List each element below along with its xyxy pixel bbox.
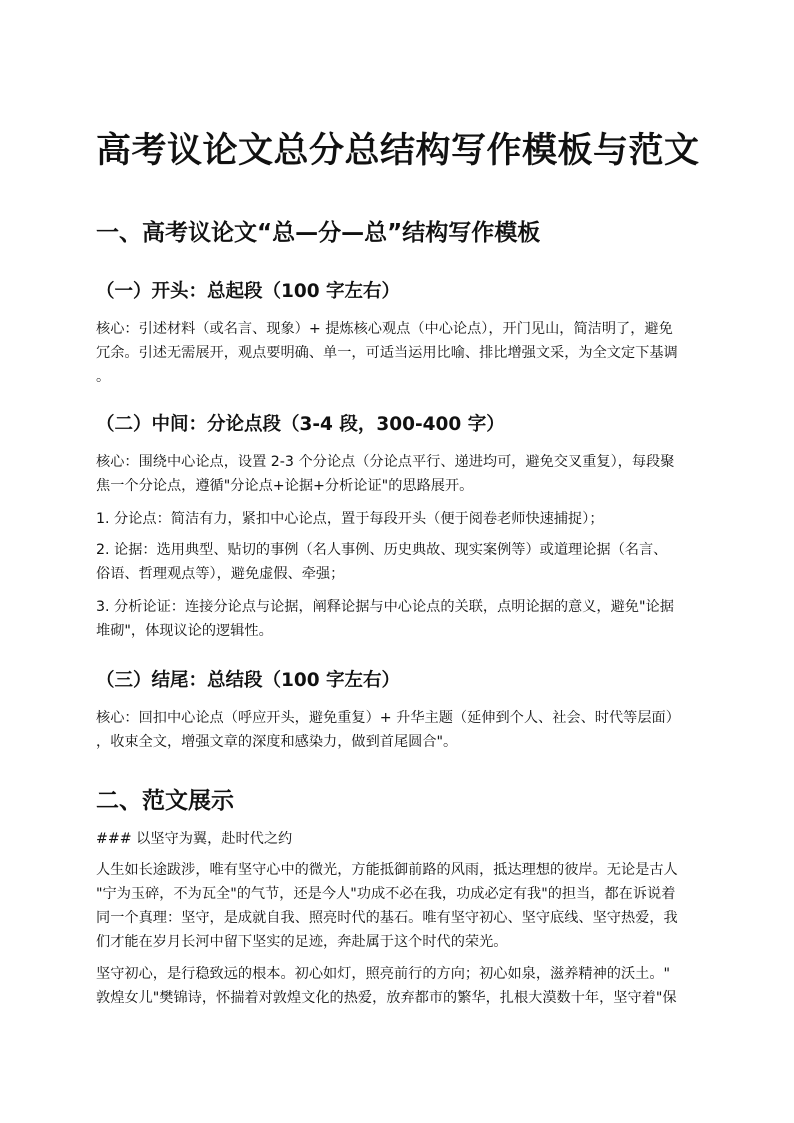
subheading-opening: （一）开头：总起段（100 字左右）: [96, 281, 401, 302]
text-line: 核心：围绕中心论点，设置 2-3 个分论点（分论点平行、递进均可，避免交叉重复），每段聚: [96, 454, 675, 470]
text-line: 人生如长途跋涉，唯有坚守心中的微光，方能抵御前路的风雨，抵达理想的彼岸。无论是古人: [96, 862, 678, 878]
text-line: 核心：引述材料（或名言、现象）+ 提炼核心观点（中心论点），开门见山，简洁明了，避免: [96, 321, 673, 337]
essay-paragraph-2: [96, 962, 702, 1010]
text-line: "宁为玉碎，不为瓦全"的气节，还是今人"功成不必在我，功成必定有我"的担当，都在诉说着: [96, 886, 676, 902]
section-heading-template: 一、高考议论文“总—分—总”结构写作模板: [96, 220, 541, 246]
text-line: 2. 论据：选用典型、贴切的事例（名人事例、历史典故、现实案例等）或道理论据（名言、: [96, 542, 668, 558]
text-line: 。: [96, 369, 111, 385]
subheading-middle: （二）中间：分论点段（3-4 段，300-400 字）: [96, 414, 505, 435]
text-line: 焦一个分论点，遵循"分论点+论据+分析论证"的思路展开。: [96, 478, 474, 494]
text-line: ### 以坚守为翼，赴时代之约: [96, 831, 293, 847]
text-line: ，收束全文，增强文章的深度和感染力，做到首尾圆合"。: [96, 734, 458, 750]
document-title: 高考议论文总分总结构写作模板与范文: [96, 131, 700, 171]
essay-title: [96, 827, 702, 851]
paragraph-opening: [96, 317, 702, 389]
text-line: 堆砌"，体现议论的逻辑性。: [96, 623, 273, 639]
list-item-evidence: [96, 538, 702, 586]
text-line: 俗语、哲理观点等），避免虚假、牵强；: [96, 566, 345, 582]
text-line: 3. 分析论证：连接分论点与论据，阐释论据与中心论点的关联，点明论据的意义，避免"论据: [96, 599, 674, 615]
text-line: 核心：回扣中心论点（呼应开头，避免重复）+ 升华主题（延伸到个人、社会、时代等层面）: [96, 710, 680, 726]
text-line: 1. 分论点：简洁有力，紧扣中心论点，置于每段开头（便于阅卷老师快速捕捉）；: [96, 511, 604, 527]
text-line: 坚守初心，是行稳致远的根本。初心如灯，照亮前行的方向；初心如泉，滋养精神的沃土。": [96, 966, 671, 982]
list-item-sub-argument: [96, 507, 702, 531]
paragraph-ending: [96, 706, 702, 754]
essay-paragraph-1: [96, 858, 702, 954]
subheading-ending: （三）结尾：总结段（100 字左右）: [96, 670, 401, 691]
list-item-analysis: [96, 595, 702, 643]
text-line: 敦煌女儿"樊锦诗，怀揣着对敦煌文化的热爱，放弃都市的繁华，扎根大漠数十年，坚守着"保: [96, 990, 677, 1006]
paragraph-middle-intro: [96, 450, 702, 498]
text-line: 们才能在岁月长河中留下坚实的足迹，奔赴属于这个时代的荣光。: [96, 934, 508, 950]
text-line: 冗余。引述无需展开，观点要明确、单一，可适当运用比喻、排比增强文采，为全文定下基调: [96, 345, 678, 361]
text-line: 同一个真理：坚守，是成就自我、照亮时代的基石。唯有坚守初心、坚守底线、坚守热爱，我: [96, 910, 678, 926]
section-heading-sample: 二、范文展示: [96, 788, 234, 814]
